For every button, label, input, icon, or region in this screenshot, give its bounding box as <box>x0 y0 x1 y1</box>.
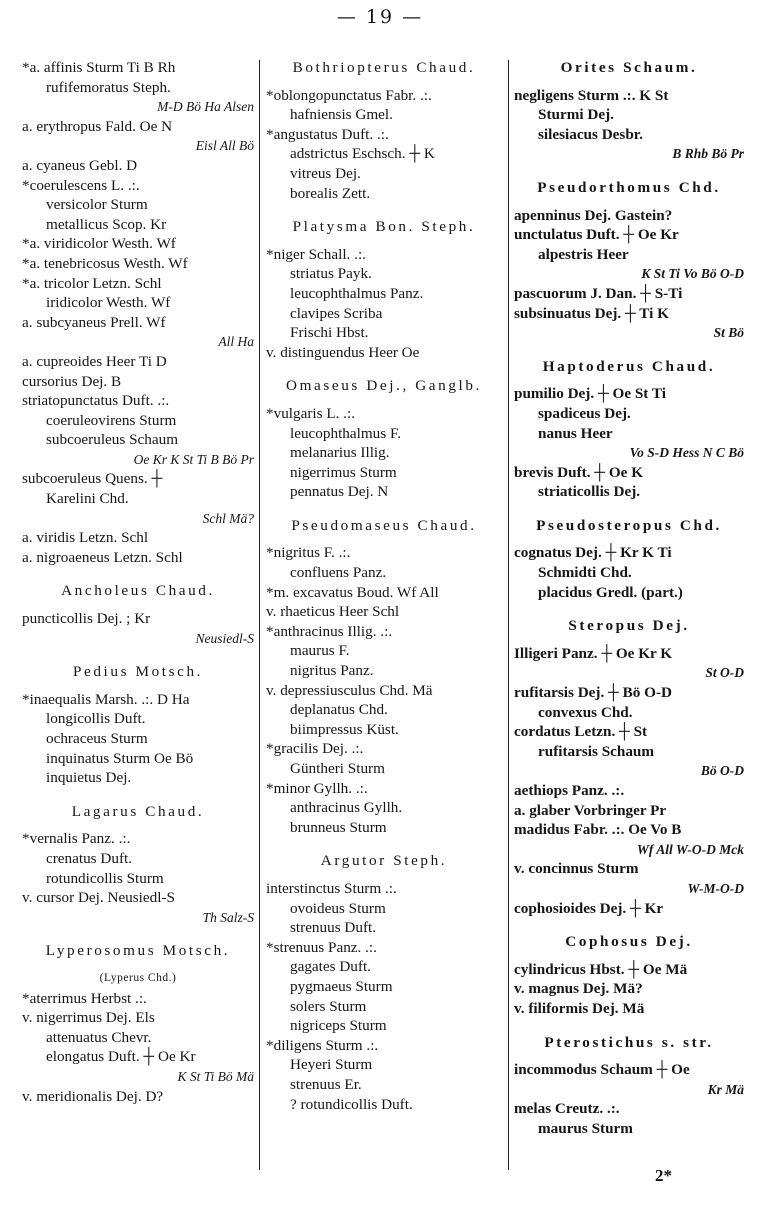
distribution-line: Oe Kr K St Ti B Bö Pr <box>133 451 254 467</box>
genus-heading: Pseudosteropus Chd. <box>536 516 722 534</box>
species-entry: spadiceus Dej. <box>538 404 631 422</box>
species-entry: *inaequalis Marsh. .:. D Ha <box>22 690 190 708</box>
distribution-line: Bö O-D <box>700 763 744 779</box>
species-entry: interstinctus Sturm .:. <box>266 879 397 897</box>
species-entry: a. cupreoides Heer Ti D <box>22 352 167 370</box>
species-entry: leucophthalmus Panz. <box>290 284 424 302</box>
species-entry: strenuus Duft. <box>290 919 377 937</box>
species-entry: a. subcyaneus Prell. Wf <box>22 313 166 331</box>
species-entry: leucophthalmus F. <box>290 424 401 442</box>
species-entry: rotundicollis Sturm <box>46 869 164 887</box>
distribution-line: Vo S-D Hess N C Bö <box>629 445 744 461</box>
genus-heading: Platysma Bon. Steph. <box>292 218 476 236</box>
column-divider-right <box>508 60 509 1170</box>
species-entry: rufitarsis Schaum <box>538 742 655 760</box>
species-entry: *minor Gyllh. .:. <box>266 779 368 797</box>
species-entry: deplanatus Chd. <box>290 701 388 719</box>
species-entry: versicolor Sturm <box>46 196 148 214</box>
species-entry: attenuatus Chevr. <box>46 1028 152 1046</box>
printer-signature: 2* <box>655 1166 672 1185</box>
distribution-line: Th Salz-S <box>202 909 254 925</box>
page-number: — 19 — <box>336 6 424 28</box>
species-entry: maurus Sturm <box>538 1119 633 1137</box>
distribution-line: Kr Mä <box>707 1081 744 1097</box>
column-divider-left <box>259 60 260 1170</box>
distribution-line: W-M-O-D <box>687 880 744 896</box>
species-entry: *oblongopunctatus Fabr. .:. <box>266 86 432 104</box>
species-entry: nigerrimus Sturm <box>290 463 397 481</box>
species-entry: elongatus Duft. ┼ Oe Kr <box>46 1048 196 1066</box>
species-entry: placidus Gredl. (part.) <box>538 583 683 601</box>
species-entry: a. erythropus Fald. Oe N <box>22 117 173 135</box>
species-entry: a. glaber Vorbringer Pr <box>514 801 667 819</box>
genus-heading: Argutor Steph. <box>320 852 448 870</box>
synonym-note: (Lyperus Chd.) <box>99 971 177 984</box>
species-entry: ? rotundicollis Duft. <box>290 1095 413 1113</box>
species-entry: v. filiformis Dej. Mä <box>514 999 645 1017</box>
species-entry: pascuorum J. Dan. ┼ S-Ti <box>514 284 683 302</box>
species-entry: incommodus Schaum ┼ Oe <box>514 1061 690 1079</box>
species-entry: metallicus Scop. Kr <box>46 215 167 233</box>
genus-heading: Steropus Dej. <box>568 617 690 635</box>
species-entry: *aterrimus Herbst .:. <box>22 989 147 1007</box>
species-entry: ochraceus Sturm <box>46 730 148 747</box>
distribution-line: Schl Mä? <box>202 510 254 526</box>
species-entry: cursorius Dej. B <box>22 372 122 390</box>
genus-heading: Pseudorthomus Chd. <box>537 178 721 196</box>
species-entry: gagates Duft. <box>290 958 371 976</box>
species-entry: inquietus Dej. <box>46 769 132 787</box>
species-entry: coeruleovirens Sturm <box>46 411 177 429</box>
species-entry: borealis Zett. <box>290 184 371 202</box>
species-entry: unctulatus Duft. ┼ Oe Kr <box>514 226 679 244</box>
species-entry: silesiacus Desbr. <box>538 125 643 143</box>
distribution-line: St Bö <box>713 325 744 341</box>
species-entry: inquinatus Sturm Oe Bö <box>46 749 194 767</box>
species-entry: solers Sturm <box>290 997 367 1015</box>
species-entry: convexus Chd. <box>538 703 633 721</box>
species-entry: melanarius Illig. <box>290 444 390 462</box>
distribution-line: K St Ti Vo Bö O-D <box>641 266 744 282</box>
species-entry: *vernalis Panz. .:. <box>22 830 131 848</box>
species-entry: nigriceps Sturm <box>290 1017 387 1035</box>
species-entry: rufifemoratus Steph. <box>46 78 171 96</box>
species-entry: melas Creutz. .:. <box>514 1100 620 1118</box>
species-entry: aethiops Panz. .:. <box>514 782 625 799</box>
species-entry: brevis Duft. ┼ Oe K <box>514 463 644 481</box>
species-entry: hafniensis Gmel. <box>290 106 393 124</box>
species-entry: iridicolor Westh. Wf <box>46 294 171 312</box>
species-entry: v. depressiusculus Chd. Mä <box>266 681 433 699</box>
distribution-line: St O-D <box>705 665 744 681</box>
distribution-line: B Rhb Bö Pr <box>672 146 744 162</box>
species-entry: a. viridis Letzn. Schl <box>22 529 149 547</box>
species-entry: strenuus Er. <box>290 1075 362 1093</box>
distribution-line: All Ha <box>218 334 254 350</box>
species-entry: negligens Sturm .:. K St <box>514 86 669 104</box>
species-entry: v. meridionalis Dej. D? <box>22 1087 164 1105</box>
species-entry: Heyeri Sturm <box>290 1056 373 1074</box>
genus-heading: Pterostichus s. str. <box>544 1033 714 1051</box>
species-entry: cordatus Letzn. ┼ St <box>514 723 648 741</box>
species-entry: biimpressus Küst. <box>290 720 399 738</box>
species-entry: brunneus Sturm <box>290 818 387 836</box>
species-entry: Güntheri Sturm <box>290 760 385 777</box>
species-entry: Sturmi Dej. <box>538 106 614 124</box>
column-left <box>22 58 254 1106</box>
species-entry: pygmaeus Sturm <box>290 977 393 995</box>
species-entry: cognatus Dej. ┼ Kr K Ti <box>514 544 672 562</box>
species-entry: v. rhaeticus Heer Schl <box>266 603 400 621</box>
species-entry: v. distinguendus Heer Oe <box>266 343 420 361</box>
species-entry: a. cyaneus Gebl. D <box>22 156 138 174</box>
species-entry: striatus Payk. <box>290 265 372 283</box>
species-entry: *angustatus Duft. .:. <box>266 125 389 143</box>
species-entry: Frischi Hbst. <box>290 324 369 342</box>
species-entry: apenninus Dej. Gastein? <box>514 206 673 224</box>
species-entry: *vulgaris L. .:. <box>266 404 356 422</box>
column-right <box>514 58 744 1139</box>
species-entry: rufitarsis Dej. ┼ Bö O-D <box>514 684 672 702</box>
species-entry: crenatus Duft. <box>46 849 133 867</box>
distribution-line: K St Ti Bö Mä <box>177 1068 254 1084</box>
species-entry: subsinuatus Dej. ┼ Ti K <box>514 304 669 322</box>
species-entry: *a. viridicolor Westh. Wf <box>22 235 176 253</box>
species-entry: cophosioides Dej. ┼ Kr <box>514 899 664 917</box>
species-entry: *a. tricolor Letzn. Schl <box>22 274 162 292</box>
species-entry: Schmidti Chd. <box>538 564 632 582</box>
column-middle <box>266 58 502 1114</box>
species-entry: clavipes Scriba <box>290 304 383 322</box>
species-entry: nigritus Panz. <box>290 662 374 680</box>
species-entry: pennatus Dej. N <box>290 483 389 501</box>
species-entry: adstrictus Eschsch. ┼ K <box>290 145 435 163</box>
species-entry: ovoideus Sturm <box>290 899 386 917</box>
species-entry: a. nigroaeneus Letzn. Schl <box>22 548 183 566</box>
distribution-line: Wf All W-O-D Mck <box>636 841 744 857</box>
species-entry: v. nigerrimus Dej. Els <box>22 1009 155 1027</box>
genus-heading: Ancholeus Chaud. <box>61 582 215 600</box>
species-entry: *coerulescens L. .:. <box>22 176 140 194</box>
species-entry: puncticollis Dej. ; Kr <box>22 610 151 628</box>
species-entry: vitreus Dej. <box>290 164 361 182</box>
species-entry: striaticollis Dej. <box>538 483 641 501</box>
genus-heading: Lyperosomus Motsch. <box>45 942 231 960</box>
species-entry: nanus Heer <box>538 424 613 442</box>
species-entry: striatopunctatus Duft. .:. <box>22 392 170 410</box>
genus-heading: Pseudomaseus Chaud. <box>291 516 477 534</box>
species-entry: v. concinnus Sturm <box>514 860 639 878</box>
species-entry: longicollis Duft. <box>46 710 146 728</box>
species-entry: Illigeri Panz. ┼ Oe Kr K <box>514 644 673 662</box>
genus-heading: Lagarus Chaud. <box>71 802 205 820</box>
species-entry: subcoeruleus Quens. ┼ <box>22 470 163 488</box>
species-entry: madidus Fabr. .:. Oe Vo B <box>514 821 682 839</box>
distribution-line: M-D Bö Ha Alsen <box>157 99 254 115</box>
species-entry: *strenuus Panz. .:. <box>266 938 377 956</box>
species-entry: confluens Panz. <box>290 564 387 582</box>
species-entry: alpestris Heer <box>538 245 629 263</box>
species-entry: *a. tenebricosus Westh. Wf <box>22 254 188 272</box>
species-entry: *nigritus F. .:. <box>266 544 351 562</box>
genus-heading: Pedius Motsch. <box>72 663 204 681</box>
genus-heading: Cophosus Dej. <box>565 933 693 951</box>
species-entry: *a. affinis Sturm Ti B Rh <box>22 59 176 76</box>
genus-heading: Haptoderus Chaud. <box>542 357 716 375</box>
species-entry: *niger Schall. .:. <box>266 245 366 263</box>
species-entry: *m. excavatus Boud. Wf All <box>266 583 439 601</box>
genus-heading: Bothriopterus Chaud. <box>292 59 476 76</box>
species-entry: pumilio Dej. ┼ Oe St Ti <box>514 385 666 403</box>
distribution-line: Neusiedl-S <box>195 630 254 646</box>
species-entry: *gracilis Dej. .:. <box>266 740 364 758</box>
species-entry: cylindricus Hbst. ┼ Oe Mä <box>514 960 688 978</box>
species-entry: maurus F. <box>290 642 350 660</box>
species-entry: v. cursor Dej. Neusiedl-S <box>22 889 175 907</box>
species-entry: anthracinus Gyllh. <box>290 799 403 817</box>
distribution-line: Eisl All Bö <box>195 138 254 154</box>
species-entry: v. magnus Dej. Mä? <box>514 980 643 998</box>
species-entry: subcoeruleus Schaum <box>46 431 179 449</box>
species-entry: Karelini Chd. <box>46 490 129 508</box>
genus-heading: Omaseus Dej., Ganglb. <box>286 377 482 395</box>
genus-heading: Orites Schaum. <box>560 59 698 76</box>
species-entry: *diligens Sturm .:. <box>266 1036 379 1054</box>
species-entry: *anthracinus Illig. .:. <box>266 622 393 640</box>
